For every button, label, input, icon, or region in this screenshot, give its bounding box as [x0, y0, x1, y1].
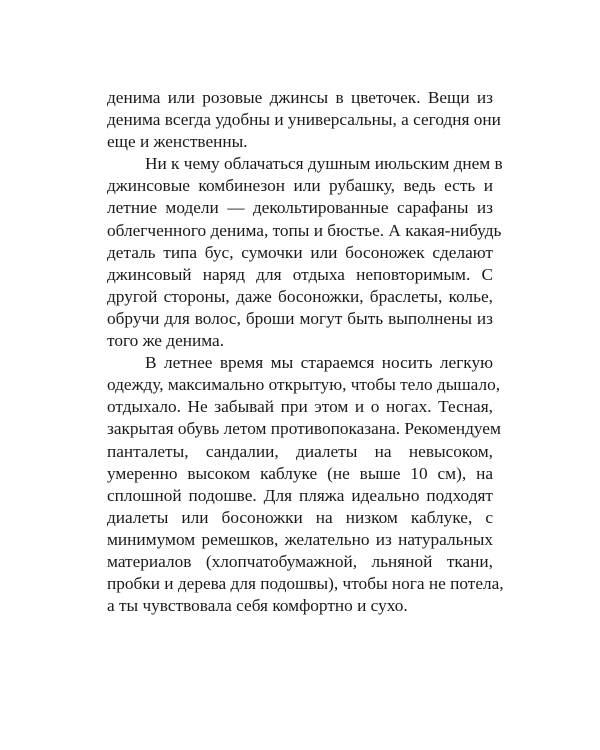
text-line: отдыхало. Не забывай при этом и о ногах. Тесная, — [107, 397, 493, 417]
text-line: еще и женственны. — [107, 132, 248, 152]
text-line: того же денима. — [107, 331, 225, 351]
paragraph-2 — [107, 153, 503, 352]
text-line: а ты чувствовала себя комфортно и сухо. — [107, 596, 408, 616]
text-line: джинсовый наряд для отдыха неповторимым. С — [107, 264, 493, 284]
text-line: денима или розовые джинсы в цветочек. Вещи из — [107, 88, 493, 107]
text-line: сплошной подошве. Для пляжа идеально подходят — [107, 485, 493, 505]
text-line: минимумом ремешков, желательно из натуральных — [107, 529, 493, 549]
text-line: джинсовые комбинезон или рубашку, ведь есть и — [107, 176, 493, 196]
body-text — [107, 87, 504, 617]
text-line: умеренно высоком каблуке (не выше 10 см), на — [107, 463, 493, 483]
text-line: закрытая обувь летом противопоказана. Рекомендуем — [107, 419, 501, 439]
text-line: деталь типа бус, сумочки или босоножек сделают — [107, 242, 493, 262]
text-line: В летнее время мы стараемся носить легкую — [145, 353, 493, 373]
text-line: одежду, максимально открытую, чтобы тело дышало, — [107, 375, 501, 395]
text-line: облегченного денима, топы и бюстье. А какая-нибудь — [107, 220, 502, 240]
text-line: обручи для волос, броши могут быть выполнены из — [107, 308, 493, 328]
paragraph-1 — [107, 87, 501, 153]
text-line: Ни к чему облачаться душным июльским днем в — [145, 154, 503, 174]
text-line: диалеты или босоножки на низком каблуке, с — [107, 507, 493, 527]
text-line: панталеты, сандалии, диалеты на невысоком, — [107, 441, 493, 461]
text-line: материалов (хлопчатобумажной, льняной ткани, — [107, 551, 493, 571]
text-line: другой стороны, даже босоножки, браслеты, колье, — [107, 286, 493, 306]
paragraph-3 — [107, 352, 504, 617]
text-line: летние модели — декольтированные сарафаны из — [107, 198, 493, 218]
text-line: денима всегда удобны и универсальны, а сегодня они — [107, 110, 501, 130]
text-line: пробки и дерева для подошвы), чтобы нога не потела, — [107, 574, 504, 594]
